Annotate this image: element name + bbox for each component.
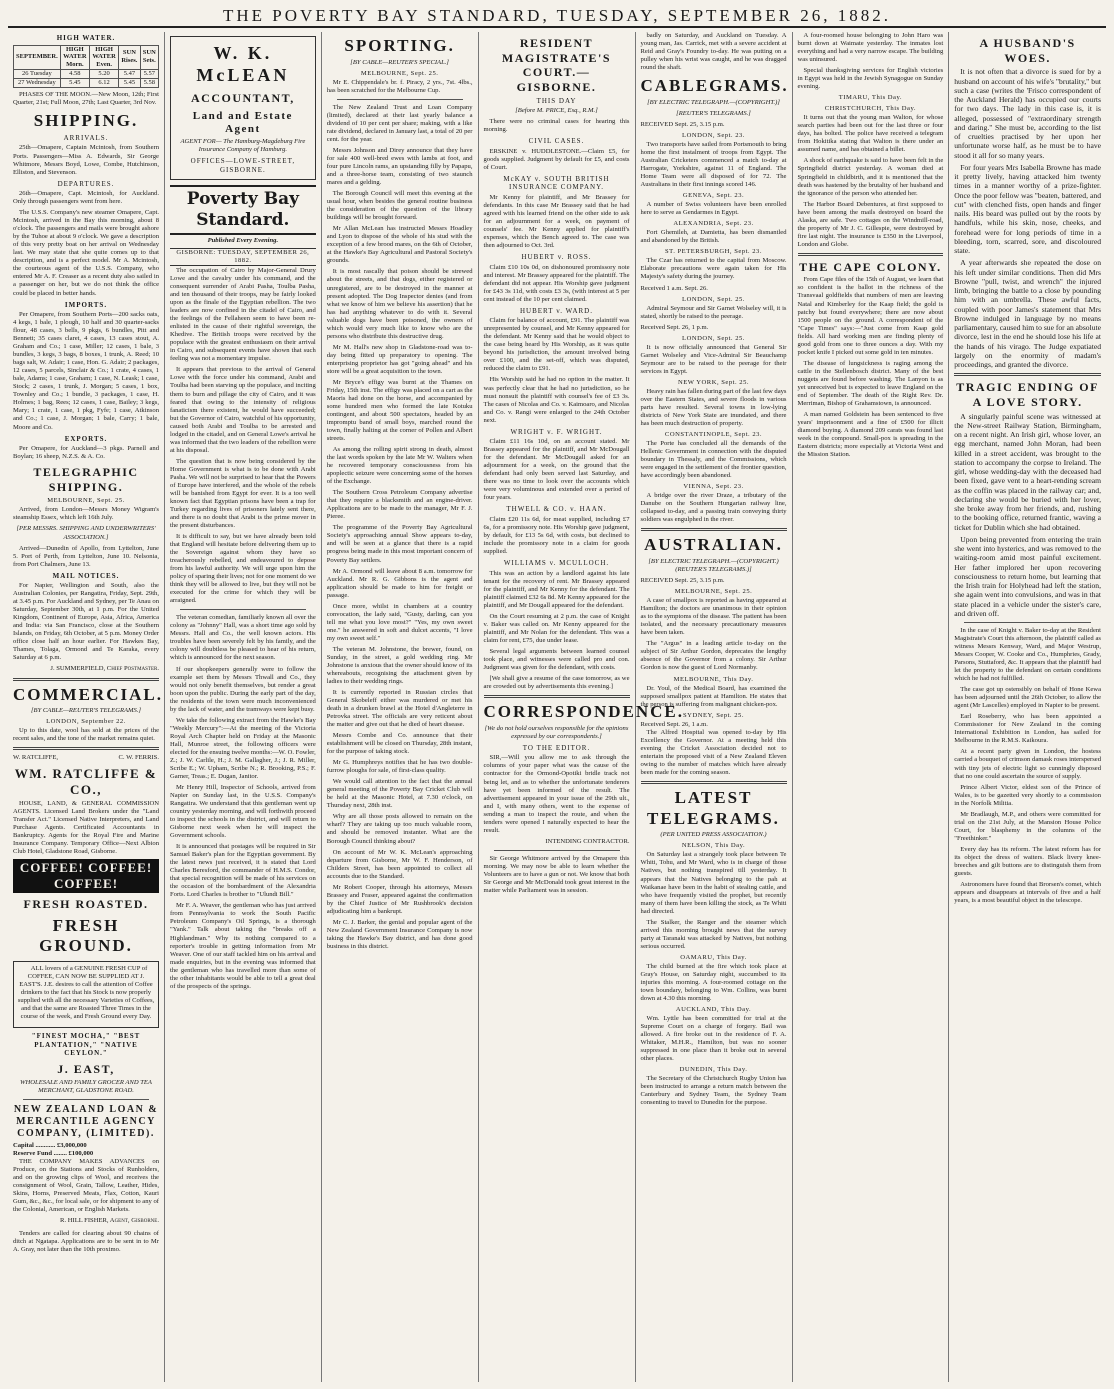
arrivals-body: 25th—Omapere, Captain Mcintosh, from Southern Ports. Passengers—Miss A. Edwards, Sir George Whitmore, Messrs Boyd, Lowe, Combe, Hutchinson, Elliston, and Stevenson. — [13, 144, 159, 176]
dateline: MELBOURNE, Sept. 25. — [674, 588, 753, 596]
dateline: LONDON, September 22. — [46, 718, 126, 726]
coffee-banner: COFFEE! COFFEE! COFFEE! — [13, 859, 159, 893]
dateline: MELBOURNE, This Day. — [673, 675, 754, 683]
news-paragraph: Mr Robert Cooper, through his attorneys, Messrs Brassey and Fraser, appeared against the confirmation by the Chief Justice of Mr Rushbrook's decision adjudicating him a bankrupt. — [326, 883, 473, 915]
dateline: GENEVA, Sept. 23. — [682, 192, 745, 200]
news-paragraph: It is not often that a divorce is sued for by a husband on account of his wife's "brutality," but such a case (writes the 'Frisco correspondent of the Auckland Herald) has occupied our courts for two days. The lady in this case is, it is alleged, possessed of "extraordinary strength and daring." She must be, according to the list of cruelties practised by her upon her unfortunate worse half, as he must be to have stood it all for so many years. — [954, 67, 1101, 160]
leader-paragraph: It is difficult to say, but we have already been told that England will hesitate before delivering them up to the Sovereign against whom they have so treacherously rebelled, and endeavoured to depose from his lawful authority. We will urge upon him the policy of sparing their lives; not for one moment do we think they will be allowed to live, but they will not be executed for the crime for which they will be arraigned. — [170, 533, 316, 605]
mclean-office: OFFICES—LOWE-STREET, GISBORNE. — [190, 157, 296, 174]
dateline: SYDNEY, Sept. 25. — [683, 711, 744, 719]
tide-title: HIGH WATER. — [56, 34, 116, 42]
departures-heading: DEPARTURES. — [57, 179, 115, 188]
tide-note: PHASES OF THE MOON.—New Moon, 12th; First Quarter, 21st; Full Moon, 27th; Last Quarter, 3rd Nov. — [13, 91, 159, 107]
published-notice: Published Every Evening. — [207, 236, 279, 244]
masthead-title: THE POVERTY BAY STANDARD, TUESDAY, SEPTEMBER 26, 1882. — [223, 6, 891, 25]
mclean-subtitle: Land and Estate Agent — [192, 109, 293, 135]
divider — [798, 253, 944, 256]
news-paragraph: We take the following extract from the Hawke's Bay "Weekly Mercury":—At the meeting of the Victoria Royal Arch Chapter held on Friday at the Masonic Hall, Munroe street, the following officers were elected for the ensuing twelve months:—W. O. Fowler, Z.; J. W. Carlile, H.; J. M. Gallagher, J.; J. R. Miller, Scribe E.; W. Upham, Scribe N.; R. Brooking, P.S.; F. Garner, Treas.; E. Dugan, Janitor. — [170, 716, 316, 780]
tide-col-header: SUN Sets. — [140, 45, 158, 70]
shipping-heading: SHIPPING. — [33, 111, 139, 131]
cable-paragraph: A case of smallpox is reported as having appeared at Hamilton; the doctors are unanimous in their opinion as to the symptoms of the disease. The patient has been isolated, and the necessary precautionary measures have been taken. — [640, 597, 787, 637]
tide-cell: 5.45 — [60, 79, 89, 88]
case-heading: McKAY v. SOUTH BRITISH INSURANCE COMPANY. — [503, 174, 610, 192]
news-paragraph: Earl Roseberry, who has been appointed a Commissioner for New Zealand in the coming International Exhibition in London, has sailed for Melbourne in the R.M.S. Kaikoura. — [954, 713, 1101, 745]
column-6 — [793, 32, 950, 1382]
news-paragraph: Messrs Johnson and Direy announce that they have for sale 400 well-bred ewes with lambs at foot, and four pure Lincoln rams, an upstanding filly by Papapu, and a three-horse team, consisting of two staunch mares and a gelding. — [326, 147, 473, 187]
east-subtitle: WHOLESALE AND FAMILY GROCER AND TEA MERCHANT, GLADSTONE ROAD. — [20, 1078, 152, 1094]
tide-col-header: SUN Rises. — [119, 45, 140, 70]
court-note: [We shall give a resume of the case tomorrow, as we are crowded out by advertisements this evening.] — [483, 675, 630, 691]
dateline: ALEXANDRIA, Sept. 23. — [673, 220, 754, 228]
cape-colony-heading: THE CAPE COLONY. — [799, 259, 942, 274]
divider — [641, 781, 787, 784]
tide-cell: 6.12 — [89, 79, 118, 88]
news-paragraph: Mr Bradlaugh, M.P., and others were committed for trial on the 21st July, at the Mansion House Police Court, for blasphemy in the columns of the "Freethinker." — [954, 810, 1101, 842]
news-paragraph: A man named Goldstein has been sentenced to five years' imprisonment and a fine of £500 for illicit diamond buying. A diamond 209 carats was found last week in the compound. Small-pox is spreading in the Eastern districts; more especially at Victoria West and the Mission Station. — [797, 410, 944, 459]
news-paragraph: A year afterwards she repeated the dose on his left under similar conditions. Then did Mrs Browne "pull, twist, and wrench" the injured limb, bringing the battle to a close by pounding him with an umbrella. These awful facts, coupled with poor James's statement that Mrs Browne indulged in language by no means parliamentary, caused him to sue for an absolute divorce, lest in the end he should lose his life at the hands of his virago. The Judge expatiated largely on the enormity of madam's proceedings, and granted the divorce. — [954, 258, 1101, 369]
cable-paragraph: The Czar has returned to the capital from Moscow. Elaborate precautions were again taken for His Majesty's safety during the journey. — [640, 257, 787, 281]
cable-paragraph: Heavy rain has fallen during part of the last few days over the Eastern States, and severe floods in various parts have resulted. Several towns in low-lying districts of New York State are inundated, and there has been much destruction of property. — [640, 387, 787, 427]
tide-header-row — [14, 45, 159, 70]
court-paragraph: On the Court resuming at 2 p.m. the case of Knight v. Baker was called on. Mr Kenny appeared for the plaintiff, and Mr Nolan for the defendant. This was a claim for rent, £75, due under lease. — [483, 612, 630, 644]
ratcliffe-names — [13, 754, 159, 762]
tide-table — [13, 45, 159, 89]
column-3 — [322, 32, 479, 1382]
coffee-roasted: FRESH ROASTED. — [23, 897, 149, 912]
dateline: TIMARU, This Day. — [838, 94, 902, 102]
news-paragraph: Once more, whilst in chambers at a country convocation, the lady said, "Gusty, darling, can you tell me what you love most?" "Yes, my own sweet one." he answered in soft and dulcet accents, "I love my own sweet self." — [326, 602, 473, 642]
departures-body: 26th—Omapere, Capt. Mcintosh, for Auckland. Only through passengers went from here. — [13, 190, 159, 206]
tide-row — [14, 70, 159, 79]
australian-note: [BY ELECTRIC TELEGRAPH.—(COPYRIGHT.) (REUTER'S TELEGRAMS.)] — [648, 558, 779, 574]
case-heading: HUBERT v. ROSS. — [521, 253, 592, 262]
cable-paragraph: The Porte has concluded all the demands of the Hellenic Government in connection with the disputed boundary in Thessaly, and the Commissions, which were engaged in the settlement of the frontier question, have accordingly been abandoned. — [640, 440, 787, 480]
received-line: RECEIVED Sept. 25, 3.15 p.m. — [640, 120, 725, 128]
cable-paragraph: A bridge over the river Draze, a tributary of the Danube on the Southern Hungarian railway line, collapsed to-day, and a passing train conveying thirty soldiers was engulphed in the river. — [640, 492, 787, 524]
news-paragraph: The New Zealand Trust and Loan Company (limited), declared at their last yearly balance a dividend of 10 per cent per share; making, with a like rate dividend, declared in January last, a total of 20 per cent. for the year. — [326, 103, 473, 143]
ratcliffe-name-left: W. RATCLIFFE, — [13, 754, 59, 762]
news-paragraph: Why are all those posts allowed to remain on the wharf? They are taking up too much valuable room, and should be removed instanter. What are the Borough Council thinking about? — [326, 813, 473, 845]
tide-col-header: SEPTEMBER. — [14, 45, 61, 70]
case-heading: HUBERT v. WARD. — [520, 306, 593, 315]
coffee-ground: FRESH GROUND. — [39, 915, 133, 956]
news-paragraph: Mr E. Chippendale's br. f. Piracy, 2 yrs., 7st. 4lbs., has been scratched for the Melbourne Cup. — [326, 78, 473, 94]
court-this-day: THIS DAY — [536, 96, 577, 105]
arrivals-heading: ARRIVALS. — [63, 133, 109, 142]
husbands-woes-heading: A HUSBAND'S WOES. — [979, 36, 1076, 65]
correspondence-signature: INTENDING CONTRACTOR. — [545, 837, 630, 845]
court-paragraph: ERSKINE v. HUDDLESTONE.—Claim £5, for goods supplied. Judgment by default for £5, and costs of Court. — [483, 147, 630, 171]
news-paragraph: badly on Saturday, and Auckland on Tuesday. A young man, Jas. Carrick, met with a severe accident at Reid and Gray's Foundry to-day. He was putting on a pulley when his wrist was caught, and he was dragged round the shaft. — [640, 32, 787, 72]
tide-cell: 5.45 — [119, 79, 140, 88]
loan-agent: R. HILL FISHER, Agent, Gisborne. — [60, 1217, 159, 1225]
tide-cell: 5.20 — [89, 70, 118, 79]
mail-notices-heading: MAIL NOTICES. — [52, 571, 120, 580]
ratcliffe-ad-title: WM. RATCLIFFE & CO., — [14, 766, 158, 798]
dateline: NEW YORK, Sept. 25. — [677, 378, 750, 386]
news-paragraph: It is currently reported in Russian circles that General Skobeleff either was murdered or met his death in a drunken brawl at the Hotel d'Angleterre in Petrovka street. The officials are very reticent about the matter and give out that he died of heart disease. — [326, 688, 473, 729]
telegraphic-shipping-heading: TELEGRAPHIC SHIPPING. — [33, 465, 139, 494]
news-paragraph: The Harbor Board Debentures, at first supposed to have been among the mails destroyed on board the Alaska, are safe. Two cottages on the Windmill-road, the property of Mr J. C. Gillespie, were destroyed by fire last night. The insurance is £350 in the Liverpool, London and Globe. — [797, 200, 944, 248]
news-paragraph: As among the rolling spirit strong in death, almost the last words spoken by the late Mr W. Walters when he recovered temporary consciousness from his apoplectic seizure were concerning some of the horses of the Exchange. — [326, 446, 473, 486]
tide-row — [14, 79, 159, 88]
dateline: NELSON, This Day. — [681, 842, 746, 850]
divider — [337, 99, 463, 100]
cable-paragraph: The "Argus" in a leading article to-day on the subject of Sir Arthur Gordon, deprecates the lengthy absence of the Governor from a colony. Sir Arthur Gordon is now the guest of Lord Normanby. — [640, 640, 787, 672]
dateline: MELBOURNE, Sept. 25. — [47, 497, 125, 505]
departure-note: The U.S.S. Company's new steamer Omapere, Capt. Mcintosh, arrived in the Bay this morning, about 8 o'clock. The passengers and mails were brought ashore by the Tuhoe at about 9 o'clock. We gave a description of this very pretty boat on her arrival on Wednesday last. We may state that she quite comes up to that description, and is a perfect model. Mr A. Mcintosh, the courteous agent of the U.S.S. Company, who entered Mr A. F. Creaser as a recent duty also sailed in a passenger on her, but we do not think the office could be placed in better hands. — [13, 209, 159, 297]
case-heading: WRIGHT v. F. WRIGHT. — [510, 427, 603, 436]
court-paragraph: Claim for balance of account, £91. The plaintiff was unrepresented by counsel, and Mr Kenny appeared for the defendant. Mr Kenny said that he would object to the case being heard by His Worship, as it was quite beyond his jurisdiction, the amount involved being over £100, and the set-off, which was disputed, reduced the claim to £91. — [483, 317, 630, 373]
news-paragraph: Sir George Whitmore arrived by the Omapere this morning. We may now be able to learn whether the Volunteers are to have a gun or not. We know that both Sir George and Mr McDonald took great interest in the matter while Parliament was in session. — [483, 854, 630, 894]
court-heading: RESIDENT MAGISTRATE'S COURT.—GISBORNE. — [501, 36, 612, 94]
cable-paragraph: The child burned at the fire which took place at Gray's House, on Saturday night, succumbed to its injuries this morning. A four-roomed cottage on the town boundary, belonging to Wm. Collins, was burnt down at 4.30 this morning. — [640, 962, 787, 1002]
news-paragraph: The Borough Council will meet this evening at the usual hour, when besides the general routine business the consideration of the question of the library buildings will be brought forward. — [326, 190, 473, 222]
court-paragraph: His Worship said he had no option in the matter. It was perfectly clear that he had no jurisdiction, so he must nonsuit the plaintiff with counsel's fee of £3 3s. The cases of Nicolas and Co. v. Kaimoaro, and Nicolas and Co. v. Rangi were enlarged to the 24th October next. — [483, 376, 630, 424]
news-paragraph: Messrs Combe and Co. announce that their establishment will be closed on Thursday, 28th instant, for the purpose of taking stock. — [326, 732, 473, 756]
divider — [484, 695, 630, 698]
telegraphic-shipping-body-2: Arrived—Dunedin of Apollo, from Lyttelton, June 5. Port of Perth, from Lyttelton, June 10. Nelsonia, from Port Chalmers, June 13. — [13, 544, 159, 568]
cable-paragraph: Dr. Youl, of the Medical Board, has examined the supposed smallpox patient at Hamilton. He states that the person is suffering from malignant chicken-pox. — [640, 684, 787, 708]
tide-cell: 5.47 — [119, 70, 140, 79]
cablegrams-note: [REUTER'S TELEGRAMS.] — [676, 109, 751, 117]
court-paragraph: Claim £20 11s 6d, for meat supplied, including £7 6s, for a promissory note. His Worship gave judgment, by default, for £13 5s 6d, with costs, but declined to include the promissory note in a claim for goods supplied. — [483, 515, 630, 556]
court-paragraph: Claim £10 10s 0d, on dishonoured promissory note and interest. Mr Brassey appeared for the plaintiff. The defendant did not appear. His Worship gave judgment for £43 3s 11d, with costs £3 3s, (with interest at 5 per cent instead of the 10 per cent claimed. — [483, 263, 630, 303]
ratcliffe-name-right: C. W. FERRIS. — [118, 754, 159, 762]
news-paragraph: In the case of Knight v. Baker to-day at the Resident Magistrate's Court this afternoon, the plaintiff called as witness Messrs Kenway, Ward, and Major Westrup, Messrs Cooper, W. Cooke and Co., Humphries, Grady, Parsons, Stuttaford, &c. It appears that the plaintiff had let the property to the defendant on certain conditions which he had not fulfilled. — [954, 627, 1101, 683]
leader-paragraph: The occupation of Cairo by Major-General Drury Lowe and the cavalry under his command, and the consequent surrender of Arabi Pasha, Toulba Pasha, and ten thousand of their troops, may be fairly looked upon as the finale of the Egyptian rebellion. The two leaders are now confined in the citadel of Cairo, and the feelings of the Fellaheen seem to have been re-enlisted in the cause of their rightful sovereign, the Khedive. The British troops were received by the populace with the greatest enthusiasm on their arrival in Cairo, and subsequent events have shown that such feeling was not a momentary impulse. — [170, 267, 316, 363]
news-paragraph: A shock of earthquake is said to have been felt in the Springfield district yesterday. A woman died at Springfield in childbirth, and it is mentioned that the death was hastened by the brutality of her husband and the ignorance of the person who attended her. — [797, 157, 944, 197]
news-paragraph: Mr F. A. Weaver, the gentleman who has just arrived from Pennsylvania to work the South Pacific Petroleum Company's Oil Springs, is a thorough "Yank." Talk about taking the "breaks off a Highlandman." Why its nothing compared to a reporter's trouble in getting information from Mr Weaver. One of our staff tackled him on his arrival and made enquiries, but in the evening was informed that the gentleman who has travelled more than some of the other inhabitants would be able to tell a great deal of the prospects of the springs. — [170, 902, 316, 990]
dateline: DUNEDIN, This Day. — [679, 1066, 748, 1074]
news-paragraph: Mr Allan McLean has instructed Messrs Hoadley and Lyon to dispose of the whole of his stud with the exception of a few brood mares, on the 6th of October, at the Hawke's Bay Agricultural and Pastoral Society's grounds. — [326, 225, 473, 265]
court-paragraph: Mr Kenny for plaintiff, and Mr Brassey for defendants. In this case Mr Brassey said that he had agreed with his learned friend on the other side to ask for an adjournment for a week, on payment of counsels' fee. Mr Kenny applied for plaintiff's expenses, which the Bench agreed to. The case was then adjourned to Oct. 3rd. — [483, 193, 630, 249]
news-paragraph: Astronomers have found that Brorsen's comet, which appears and disappears at intervals of five and a half years, is a most beautiful object in the telescope. — [954, 880, 1101, 904]
coffee-ad-box — [13, 961, 159, 1028]
column-7 — [949, 32, 1106, 1382]
cable-paragraph: Wm. Lyttle has been committed for trial at the Supreme Court on a charge of forgery. Bail was allowed. A fire broke out in the residence of F. A. Whitaker, M.H.R., Hamilton, but was no sooner suppressed in one place than it broke out in several other places. — [640, 1015, 787, 1063]
case-heading: THWELL & CO. v. HAAN. — [506, 505, 607, 514]
news-paragraph: For four years Mrs Isabella Browne has made it pretty lively, having attacked him twenty times in a manner worthy of a prize-fighter. Once the poor fellow was "beaten, battered, and cut" with clenched fists, open hands and finger nails. His beard was pulled out by the roots by handfuls, while his skin, nose, cheeks, and forehead were for long periods of time in a bleeding, torn, scarred, sore, and discoloured state. — [954, 162, 1101, 255]
dateline: CHRISTCHURCH, This Day. — [824, 105, 916, 113]
mclean-title: ACCOUNTANT, — [191, 90, 295, 105]
news-paragraph: It is announced that postages will be required in Sir Samuel Baker's plan for the Egyptian government. By the latest news just received, it is stated that Lord Charles Beresford, the commander of H.M.S. Condor, that special recognition will be made of his services on the occasion of the bombardment of the Alexandria Forts. Lord Charles is brother to "Ulundi Bill." — [170, 843, 316, 899]
mclean-name: W. K. McLEAN — [196, 43, 290, 85]
masthead — [8, 6, 1106, 28]
court-before: [Before M. PRICE, Esq., R.M.] — [515, 107, 598, 115]
court-paragraph: This was an action by a landlord against his late tenant for the recovery of rent. Mr Brassey appeared for the plaintiff, and Mr Kenny for the defendant. The plaintiff claimed £32 6s 8d. Mr Kenny appeared for the plaintiff, and Mr Dougall appeared for the defendant. — [483, 569, 630, 609]
loan-reserve: Reserve Fund ........ £100,000 — [13, 1150, 94, 1158]
ratcliffe-ad-body: HOUSE, LAND, & GENERAL COMMISSION AGENTS. Licensed Land Brokers under the "Land Transfer Act." Licensed Native Interpreters, and Land Purchase Agents. Certificated Accountants in Bankruptcy. Agents for the Royal Fire and Marine Insurance Company. Temporary Office—Next Albion Club Hotel, Gladstone Road, Gisborne. — [13, 800, 159, 856]
columns — [8, 32, 1106, 1382]
news-paragraph: From Cape files of the 15th of August, we learn that so confident is the ballot in the richness of the Transvaal goldfields that numbers of men are leaving Natal and Kimberley for the Kaap field; the gold is patchy but found everywhere; there are now about 1500 people on the ground. A correspondent of the "Cape Times" says:—"Just come from Kaap gold fields. All hard working men are finding plenty of good gold from one to three ounces a day. With my pocket knife I picked out some gold in ten minutes. — [797, 276, 944, 356]
divider — [954, 373, 1101, 376]
news-paragraph: The disease of lungsickness is raging among the cattle in the Stellenbosch district. Many of the best nuggets are found before washing. The Lanyon is as yet unreceived but is expected to leave England on the end of September. The death of the Right Rev. Dr. Merriman, Bishop of Grahamstown, is announced. — [797, 359, 944, 407]
news-paragraph: Mr C. J. Barker, the genial and popular agent of the New Zealand Government Insurance Company is now taking the Hawke's Bay district, and has done good business in this district. — [326, 918, 473, 950]
news-paragraph: The veteran comedian, familiarly known all over the colony as "Johnny" Hall, was a short time ago sold by Messrs. Hall and Co., the well known actors. His troubles have been severely felt by his family, and the colony will doubtless be pleased to hear of his return, which is announced for the next season. — [170, 614, 316, 662]
mail-notices-body: For Napier, Wellington and South, also the Australian Colonies, per Rangatira, Friday, Sept. 29th, at 3.45 p.m. For Auckland and Sydney, per Te Anau on Saturday, September 30th, at 1 p.m. For the United Kingdom, Continent of Europe, Asia, Africa, America and India: via San Francisco, close at the Southern Islands, on Friday, 6th October, at 5 p.m. Money Order office close half an hour earlier. For Hawkes Bay, Thames, Tolaga, Ormond and Te Karaka, every Saturday at 6 p.m. — [13, 582, 159, 662]
dateline: OAMARU, This Day. — [680, 953, 747, 961]
mclean-agent: AGENT FOR— The Hamburg-Magdeburg Fire Insurance Company of Hamburg. — [180, 138, 306, 154]
east-name: J. EAST, — [57, 1061, 115, 1076]
mclean-ad — [170, 36, 316, 180]
tender-note: Tenders are called for clearing about 90 chains of ditch at Ngatapa. Applications are to be sent in to Mr A. Gray, not later than the 10th proximo. — [13, 1229, 159, 1253]
news-paragraph: Upon being prevented from entering the train she went into hysterics, and was removed to the waiting-room amid most painful excitement. Her father implored her upon recovering consciousness to return home, but learning that the Irish train for Holyhead had left the station, she again went into convulsions, and was in that state placed in a vehicle under the sister's care, and driven off. — [954, 534, 1101, 618]
dateline: VIENNA, Sept. 23. — [683, 483, 744, 491]
news-paragraph: A four-roomed house belonging to John Haro was burnt down at Waimate yesterday. The inmates lost everything and had a very narrow escape. The building was uninsured. — [797, 32, 944, 64]
sporting-note: [BY CABLE—REUTER'S SPECIAL.] — [350, 58, 449, 66]
court-paragraph: Claim £11 16s 10d, on an account stated. Mr Brassey appeared for the plaintiff, and Mr McDougall for the defendant. Mr McDougall asked for an adjournment for a week, on the ground that the defendant had only been served last Saturday, and there was no time to look over the accounts which were very voluminous and extended over a period of four years. — [483, 438, 630, 502]
received-line: Received 1 a.m. Sept. 26. — [640, 284, 708, 292]
dateline: CONSTANTINOPLE, Sept. 23. — [664, 431, 763, 439]
dateline: AUCKLAND, This Day. — [675, 1005, 752, 1013]
tide-cell: 26 Tuesday — [14, 70, 61, 79]
court-paragraph: Several legal arguments between learned counsel took place, and witnesses were called pro and con. Judgment was given for the defendant, with costs. — [483, 647, 630, 671]
tide-cell: 27 Wednesday — [14, 79, 61, 88]
cable-paragraph: The Secretary of the Christchurch Rugby Union has been instructed to arrange a return match between the Canterbury and Sydney Team, the Sydney Team consenting to travel to Dunedin for the purpose. — [640, 1075, 787, 1107]
cablegrams-heading: CABLEGRAMS. — [640, 76, 789, 96]
column-1 — [8, 32, 165, 1382]
civil-cases-heading: CIVIL CASES. — [528, 137, 585, 146]
cable-paragraph: It is now officially announced that General Sir Garnet Wolseley and Vice-Admiral Sir Beauchamp Seymour are to be raised to the peerage for their services in Egypt. — [640, 343, 787, 375]
cable-paragraph: On Saturday last a strangely took place between Te Whiti, Tohu, and Mr Ward, who is in charge of those Natives, but nothing transpired till yesterday. It appears that the Natives belonging to the pah at Waikanae have been in the habit of stealing cattle, and who have frequently visited the prophet, but recently many of them have been killing the stock, as Te Whiti had directed. — [640, 851, 787, 915]
dateline: LONDON, Sept. 23. — [682, 131, 745, 139]
news-paragraph: The veteran M. Johnstone, the brewer, found, on Sunday, in the street, a gold wedding ring. Mr Johnstone is anxious that the owner should know of its whereabouts, recognising the attachment given by ladies to their wedding rings. — [326, 645, 473, 685]
australian-heading: AUSTRALIAN. — [644, 535, 783, 555]
news-paragraph: Special thanksgiving services for English victories in Egypt was held in the Jewish Synagogue on Sunday evening. — [797, 67, 944, 91]
loan-capital: Capital ............ £3,000,000 — [13, 1142, 87, 1150]
news-paragraph: A singularly painful scene was witnessed at the New-street Railway Station, Birmingham, on a recent night. An Irish girl, whose lover, an egg merchant, named John Moran, had been killed in a street accident, was brought to the station to accompany the corpse to Ireland. The girl, whose wedding-day with the deceased had been fixed, gave vent to a heart-rending scream as the coffin was placed in the railway car; and, declaring she would be buried with her lover, she broke away from her friends, and, rushing to the booking office, returned frantic, waving a ticket for Dublin which she had obtained. — [954, 411, 1101, 532]
dateline: LONDON, Sept. 25. — [682, 295, 745, 303]
cable-paragraph: Two transports have sailed from Portsmouth to bring home the first instalment of troops from Egypt. The Australian Cricketers commenced a match to-day at Harrogate, Yorkshire, against 11 of England. The Home Team were all disposed of for 72. The Australians in their first innings scored 146. — [640, 141, 787, 189]
news-paragraph: Mr G. Humphreys notifies that he has two double-furrow ploughs for sale, of first-class quality. — [326, 759, 473, 775]
commercial-note: [BY CABLE—REUTER'S TELEGRAMS.] — [30, 707, 142, 715]
commercial-body: Up to this date, wool has sold at the prices of the recent sales, and the tone of the market remains quiet. — [13, 727, 159, 743]
cable-paragraph: The Stalker, the Ranger and the steamer which arrived this morning brought news that the survey party at Taranaki was attacked by Natives, but nothing serious occurred. — [640, 918, 787, 950]
column-2 — [165, 32, 322, 1382]
divider — [180, 609, 306, 610]
received-line: Received Sept. 26, 1 p.m. — [640, 323, 709, 331]
tide-col-header: HIGH WATER Even. — [89, 45, 118, 70]
divider — [494, 850, 620, 851]
dateline: MELBOURNE, Sept. 25. — [360, 69, 439, 77]
coffee-tagline: "FINEST MOCHA," "BEST PLANTATION," "NATIVE CEYLON." — [31, 1032, 141, 1058]
news-paragraph: The case got up ostensibly on behalf of Hone Kewa has been adjourned until the 26th October, to allow the agent (Mr Lascelles) employed in Napier to be present. — [954, 686, 1101, 710]
news-paragraph: Mr Henry Hill, Inspector of Schools, arrived from Napier on Sunday last, in the U.S.S. Company's Rangatira. We understand that this gentleman went up country yesterday morning, and will forthwith proceed to inspect the schools in the district, and will return to Gisborne next week when he will inspect the Government schools. — [170, 783, 316, 840]
loan-company-heading: NEW ZEALAND LOAN & MERCANTILE AGENCY COMPANY, (LIMITED). — [13, 1103, 159, 1140]
tide-cell: 5.57 — [140, 70, 158, 79]
news-paragraph: It is most rascally that poison should be strewed about the streets, and that dogs, either registered or unregistered, are to be destroyed in the manner at present adopted. The Dog Inspector denies (and from what we know of him we believe his assertion) that he has had anything whatever to do with it. Several valuable dogs have been poisoned, the owners of which would very much like to know who are the persons who distribute this destructive drug. — [326, 268, 473, 340]
divider — [13, 747, 159, 750]
sporting-heading: SPORTING. — [344, 36, 455, 55]
news-paragraph: We would call attention to the fact that the annual general meeting of the Poverty Bay Cricket Club will be held at the Masonic Hotel, at 7.30 o'clock, on Thursday next, 28th inst. — [326, 778, 473, 810]
mail-signature: J. SUMMERFIELD, Chief Postmaster. — [50, 665, 159, 673]
correspondence-note: [We do not hold ourselves responsible for the opinions expressed by our correspondents.] — [484, 724, 629, 740]
coffee-ad-body: ALL lovers of a GENUINE FRESH CUP of COFFEE, CAN NOW BE SUPPLIED AT J. EAST'S. J.E. desires to call the attention of Coffee drinkers to the fact that his Stock is now properly supplied with all the necessary Varieties of Coffees, and that the same are Roasted Three Times in the course of the week, and Fresh Ground every Day. — [17, 965, 155, 1021]
tide-col-header: HIGH WATER Morn. — [60, 45, 89, 70]
news-paragraph: If our shopkeepers generally were to follow the example set them by Messrs Thwall and Co., they would not only benefit themselves, but render a great boon upon the public. During the early part of the day, the residents of the town were much inconvenienced by the lack of water, and the tramways were kept busy. — [170, 665, 316, 713]
news-paragraph: Mr Bryce's effigy was burnt at the Thames on Friday, 15th inst. The effigy was placed on a cart as the Maoris had done on the horse, and accompanied by some hundred men who formed the late Kotuku contingent, and about 500 spectators, headed by an impromptu band of small boys, marched round the town, finally halting at the corner of Pollen and Albert streets. — [326, 378, 473, 443]
cable-paragraph: A number of Swiss volunteers have been enrolled here to serve as Gendarmes in Egypt. — [640, 201, 787, 217]
news-paragraph: The Southern Cross Petroleum Company advertise that they require a blacksmith and an engine-driver. Applications are to be made to the manager, Mr F. J. Pieree. — [326, 489, 473, 521]
leader-dateline: GISBORNE: TUESDAY, SEPTEMBER 26, 1882. — [170, 248, 316, 266]
telegraphic-shipping-body: Arrived, from London—Messrs Money Wigram's steamship Essex, which left 16th July. — [13, 506, 159, 522]
news-paragraph: On account of Mr W. K. McLean's approaching departure from Gisborne, Mr W. F. Henderson, of Childers Street, has been appointed to collect all accounts due to the Standard. — [326, 848, 473, 880]
correspondence-heading: CORRESPONDENCE. — [483, 702, 684, 722]
telegraphic-shipping-note: [PER MESSRS. SHIPPING AND UNDERWRITERS' ASSOCIATION.] — [16, 525, 156, 541]
received-line: RECEIVED Sept. 25, 3.15 p.m. — [640, 577, 725, 585]
dateline: ST. PETERSBURGH, Sept. 23. — [665, 248, 762, 256]
news-paragraph: At a recent party given in London, the hostess carried a bouquet of crimson damask roses interspersed with tiny jets of electric light so cunningly disposed that no one could ascertain the source of supply. — [954, 748, 1101, 780]
received-line: Received Sept. 26, 1 a.m. — [640, 720, 708, 728]
cable-paragraph: Admiral Seymour and Sir Garnet Wolseley will, it is stated, shortly be raised to the peerage. — [640, 304, 787, 320]
cable-paragraph: Fort Ghemileh, at Damietta, has been dismantled and abandoned by the British. — [640, 229, 787, 245]
divider — [13, 678, 159, 681]
news-paragraph: Every day has its reform. The latest reform has for its object the dress of waiters. Black livery knee-breeches and gilt buttons are to distinguish them from guests. — [954, 845, 1101, 877]
news-paragraph: Mr A. Ormond will leave about 8 a.m. tomorrow for Auckland. Mr R. G. Gibbons is the agent and application should be made to him for freight or passage. — [326, 567, 473, 599]
latest-telegrams-heading: LATEST TELEGRAMS. — [647, 787, 780, 828]
news-paragraph: Mr M. Hall's new shop in Gladstone-road was to-day being fitted up preparatory to opening. The enterprising proprietor has got "going ahead" and his store will be a great acquisition to the town. — [326, 343, 473, 375]
divider — [641, 528, 787, 531]
leader-paragraph: The question that is now being considered by the Home Government is what is to be done with Arabi Pasha. We will not be surprised to hear that the Powers of Europe have interfered, and the whole of the rebels will be banished from Egypt for ever. It is a too well known fact that Egyptian prisons have been a trap for Turkey regarding lives of prisoners lately sent there, and there is no doubt that Arabi is the prime mover in the present disturbances. — [170, 457, 316, 529]
paper-logo: Poverty Bay Standard. — [170, 185, 316, 234]
news-paragraph: It turns out that the young man Walton, for whose search parties had been out for the last three or four days, has bolted. The police have received a telegram from Hokitika stating that Walton is there under an assumed name, and has obtained a billet. — [797, 114, 944, 154]
correspondence-to: TO THE EDITOR. — [522, 743, 591, 752]
commercial-heading: COMMERCIAL. — [13, 684, 163, 704]
cable-paragraph: The Alfred Hospital was opened to-day by His Excellency the Governor. At a meeting held this evening the Cricket Association decided not to entertain the proposed visit of a New Zealand Eleven owing to the number of matches which have already been made for the coming season. — [640, 728, 787, 776]
latest-telegrams-note: (PER UNITED PRESS ASSOCIATION.) — [660, 831, 767, 839]
news-paragraph: Prince Albert Victor, eldest son of the Prince of Wales, is to be gazetted very shortly to a commission in the Norfolk Militia. — [954, 783, 1101, 807]
leader-paragraph: It appears that previous to the arrival of General Lowe with the force under his command, Arabi and Toulba had been starving up the populace, and inciting them to burn and pillage the city of Cairo, and it was feared that owing to the intensity of religious fanaticism there existent, he would have succeeded; but the Governor of Cairo, watchful of his opportunity, caused both Arabi and Toulba to be arrested and lodged in the citadel, and on General Lowe's arrival he was informed that the two leaders of the rebellion were at his disposal. — [170, 366, 316, 454]
court-paragraph: There were no criminal cases for hearing this morning. — [483, 118, 630, 134]
divider — [23, 1099, 149, 1100]
correspondence-body: SIR,—Will you allow me to ask through the columns of your paper what was the cause of the contractor for the Ormond-Opotiki bridle track not being let, and as to whether the unfortunate tenderers have yet been informed of the result. The advertisement appeared in your issue of the 29th ult., and I, with many others, went to the expense of sending a man to inspect the route, and when the tenders were opened I naturally expected to hear the result. — [483, 754, 630, 834]
imports-heading: IMPORTS. — [64, 300, 108, 309]
imports-body: Per Omapere, from Southern Ports—200 sacks oats, 4 kegs, 1 bale, 1 plough, 10 half and 30 quarter-sacks flour, 48 cases, 3 bells, 9 pkgs, 6 bundles, Pitt and Bennett; 35 cases claret, 4 cases, 13 cases stout, A. Graham and Co.; 1 case, Miller; 12 cases, 1 bale, 3 bundles, 3 kegs, 3 bags, 8 boxes, 1 trunk, A. Reed; 10 bags salt, W. Adair; 1 case, Hon. G. Adair; 2 packages, 12 cases, 5 parcels, Sinclair & Co.; 1 crate, 4 cases, 1 bale, Adams; 1 case, Graham; 1 case, N. Leask; 1 case, Stock; 2 cases, 1 trunk, J. Morgan; 5 cases, 1 box, Townley and Co.; 1 bundle, 3 packages, 1 case, H. Holmes; 1 bag, Rees; 12 cases, 1 case, Bailey; 3 kegs, Mary; 1 crate, 1 case, 1 pkg, Fyfe; 1 case, Atkinson and Co.; 1 case, J. Morgan; 1 bale, Carry; 1 bale, Moore and Co. — [13, 311, 159, 431]
tide-cell: 4.58 — [60, 70, 89, 79]
case-heading: WILLIAMS v. MCULLOCH. — [503, 559, 610, 568]
column-5 — [636, 32, 793, 1382]
dateline: LONDON, Sept. 25. — [682, 334, 745, 342]
exports-heading: EXPORTS. — [64, 434, 108, 443]
cablegrams-note: [BY ELECTRIC TELEGRAPH.—(COPYRIGHT.)] — [647, 98, 780, 106]
loan-company-body: THE COMPANY MAKES ADVANCES on Produce, on the Stations and Stocks of Runholders, and on the growing clips of Wool, and receives the consignment of Wool, Grain, Tallow, Leather, Hides, Skins, Horns, Preserved Meats, Flax, Cotton, Kauri Gum, &c., &c., for local sale, or for shipment to any of the Colonial, American, or English Markets. — [13, 1158, 159, 1214]
divider — [964, 622, 1091, 623]
tragic-ending-heading: TRAGIC ENDING OF A LOVE STORY. — [956, 380, 1099, 409]
news-paragraph: The programme of the Poverty Bay Agricultural Society's approaching annual Show appears to-day, and will be seen at a glance that there is a rapid progress being made in this most important concern of Poverty Bay settlers. — [326, 524, 473, 564]
exports-body: Per Omapere, for Auckland—3 pkgs. Parnell and Boylan; 16 sheep, N.Z.S. & A. Co. — [13, 445, 159, 461]
tide-cell: 5.58 — [140, 79, 158, 88]
